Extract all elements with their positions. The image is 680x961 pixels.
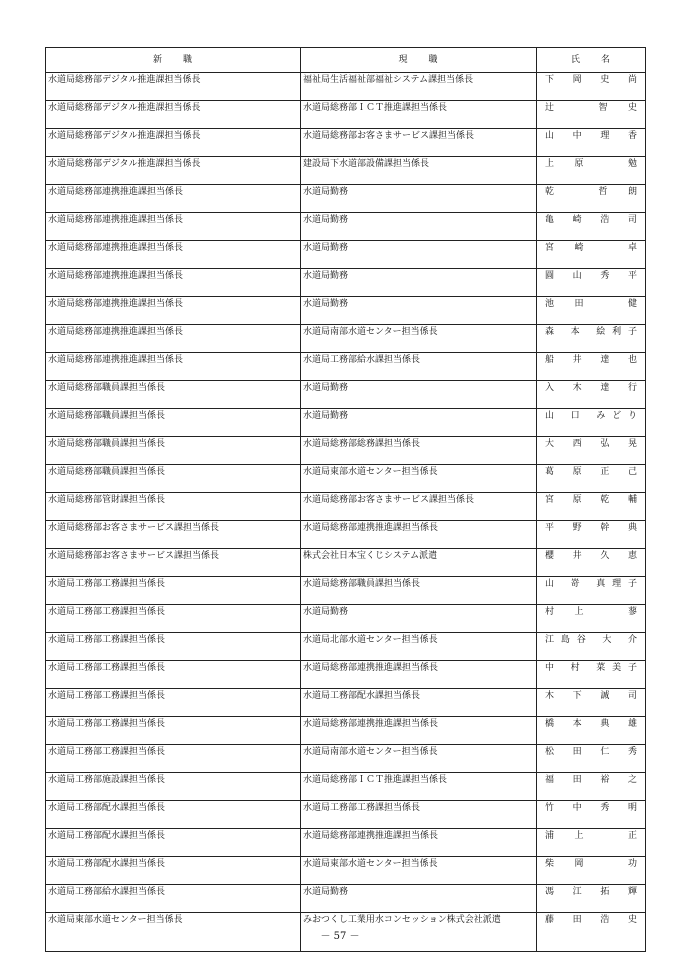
table-row <box>46 689 646 717</box>
table-row <box>46 493 646 521</box>
name-cell: 馮 江 拓 輝 <box>537 885 646 913</box>
name-cell: 竹 中 秀 明 <box>537 801 646 829</box>
current-post-cell: 水道局総務部連携推進課担当係長 <box>301 829 537 857</box>
name-cell: 藤 田 浩 史 <box>537 913 646 952</box>
table-row <box>46 829 646 857</box>
header-name: 氏 名 <box>537 48 646 73</box>
page-number: － 57 － <box>320 931 360 942</box>
new-post-cell: 水道局工務部施設課担当係長 <box>46 773 301 801</box>
table-row <box>46 521 646 549</box>
new-post-cell: 水道局工務部工務課担当係長 <box>46 577 301 605</box>
new-post-cell: 水道局工務部工務課担当係長 <box>46 689 301 717</box>
name-cell: 櫻 井 久 恵 <box>537 549 646 577</box>
current-post-cell: 水道局勤務 <box>301 185 537 213</box>
current-post-cell: 水道局勤務 <box>301 605 537 633</box>
name-cell: 下 岡 史 尚 <box>537 73 646 101</box>
new-post-cell: 水道局総務部デジタル推進課担当係長 <box>46 129 301 157</box>
new-post-cell: 水道局総務部デジタル推進課担当係長 <box>46 73 301 101</box>
current-post-cell: 水道局勤務 <box>301 381 537 409</box>
table-row <box>46 101 646 129</box>
current-post-cell: 水道局北部水道センター担当係長 <box>301 633 537 661</box>
name-cell: 森 本 絵利子 <box>537 325 646 353</box>
current-post-cell: 水道局勤務 <box>301 213 537 241</box>
current-post-cell: 株式会社日本宝くじシステム派遣 <box>301 549 537 577</box>
name-cell: 柴 岡 功 <box>537 857 646 885</box>
new-post-cell: 水道局総務部職員課担当係長 <box>46 381 301 409</box>
table-row <box>46 213 646 241</box>
new-post-cell: 水道局工務部工務課担当係長 <box>46 745 301 773</box>
new-post-cell: 水道局総務部連携推進課担当係長 <box>46 185 301 213</box>
table-body <box>46 73 646 952</box>
new-post-cell: 水道局工務部配水課担当係長 <box>46 829 301 857</box>
new-post-cell: 水道局総務部お客さまサービス課担当係長 <box>46 549 301 577</box>
table-row <box>46 381 646 409</box>
name-cell: 山 中 理 香 <box>537 129 646 157</box>
new-post-cell: 水道局総務部職員課担当係長 <box>46 437 301 465</box>
current-post-cell: 水道局総務部ＩＣＴ推進課担当係長 <box>301 773 537 801</box>
new-post-cell: 水道局工務部給水課担当係長 <box>46 885 301 913</box>
new-post-cell: 水道局総務部デジタル推進課担当係長 <box>46 101 301 129</box>
name-cell: 松 田 仁 秀 <box>537 745 646 773</box>
new-post-cell: 水道局総務部職員課担当係長 <box>46 409 301 437</box>
table-row <box>46 129 646 157</box>
new-post-cell: 水道局東部水道センター担当係長 <box>46 913 301 952</box>
name-cell: 圓 山 秀 平 <box>537 269 646 297</box>
current-post-cell: 水道局勤務 <box>301 241 537 269</box>
name-cell: 山 口 みどり <box>537 409 646 437</box>
name-cell: 江島谷 大 介 <box>537 633 646 661</box>
current-post-cell: 水道局総務部お客さまサービス課担当係長 <box>301 493 537 521</box>
name-cell: 葛 原 正 己 <box>537 465 646 493</box>
name-cell: 亀 崎 浩 司 <box>537 213 646 241</box>
new-post-cell: 水道局総務部お客さまサービス課担当係長 <box>46 521 301 549</box>
name-cell: 辻 智 史 <box>537 101 646 129</box>
name-cell: 浦 上 正 <box>537 829 646 857</box>
name-cell: 木 下 誠 司 <box>537 689 646 717</box>
name-cell: 山 嵜 真理子 <box>537 577 646 605</box>
current-post-cell: 水道局工務部配水課担当係長 <box>301 689 537 717</box>
new-post-cell: 水道局工務部配水課担当係長 <box>46 857 301 885</box>
current-post-cell: 水道局総務部職員課担当係長 <box>301 577 537 605</box>
current-post-cell: 福祉局生活福祉部福祉システム課担当係長 <box>301 73 537 101</box>
new-post-cell: 水道局工務部工務課担当係長 <box>46 605 301 633</box>
name-cell: 大 西 弘 晃 <box>537 437 646 465</box>
table-row <box>46 857 646 885</box>
new-post-cell: 水道局工務部工務課担当係長 <box>46 661 301 689</box>
table-row <box>46 157 646 185</box>
table-row <box>46 465 646 493</box>
current-post-cell: 水道局総務部連携推進課担当係長 <box>301 661 537 689</box>
table-row <box>46 409 646 437</box>
header-row <box>46 48 646 73</box>
header-current-post: 現 職 <box>301 48 537 73</box>
current-post-cell: 水道局総務部連携推進課担当係長 <box>301 717 537 745</box>
new-post-cell: 水道局工務部工務課担当係長 <box>46 717 301 745</box>
table-row <box>46 325 646 353</box>
name-cell: 村 上 蓼 <box>537 605 646 633</box>
table-row <box>46 661 646 689</box>
new-post-cell: 水道局総務部連携推進課担当係長 <box>46 241 301 269</box>
new-post-cell: 水道局工務部配水課担当係長 <box>46 801 301 829</box>
current-post-cell: 水道局勤務 <box>301 409 537 437</box>
current-post-cell: 水道局総務部総務課担当係長 <box>301 437 537 465</box>
name-cell: 福 田 裕 之 <box>537 773 646 801</box>
current-post-cell: みおつくし工業用水コンセッション株式会社派遣 <box>301 913 537 952</box>
name-cell: 上 原 勉 <box>537 157 646 185</box>
current-post-cell: 水道局東部水道センター担当係長 <box>301 857 537 885</box>
new-post-cell: 水道局工務部工務課担当係長 <box>46 633 301 661</box>
current-post-cell: 水道局勤務 <box>301 269 537 297</box>
new-post-cell: 水道局総務部連携推進課担当係長 <box>46 325 301 353</box>
table-row <box>46 549 646 577</box>
current-post-cell: 水道局総務部連携推進課担当係長 <box>301 521 537 549</box>
new-post-cell: 水道局総務部職員課担当係長 <box>46 465 301 493</box>
header-new-post: 新 職 <box>46 48 301 73</box>
name-cell: 入 木 達 行 <box>537 381 646 409</box>
table-row <box>46 717 646 745</box>
current-post-cell: 水道局工務部工務課担当係長 <box>301 801 537 829</box>
new-post-cell: 水道局総務部連携推進課担当係長 <box>46 213 301 241</box>
table-row <box>46 185 646 213</box>
table-row <box>46 773 646 801</box>
new-post-cell: 水道局総務部連携推進課担当係長 <box>46 269 301 297</box>
current-post-cell: 水道局東部水道センター担当係長 <box>301 465 537 493</box>
table-row <box>46 269 646 297</box>
current-post-cell: 水道局南部水道センター担当係長 <box>301 325 537 353</box>
table-row <box>46 885 646 913</box>
name-cell: 中 村 菜美子 <box>537 661 646 689</box>
name-cell: 平 野 幹 典 <box>537 521 646 549</box>
name-cell: 乾 哲 朗 <box>537 185 646 213</box>
table-row <box>46 745 646 773</box>
new-post-cell: 水道局総務部連携推進課担当係長 <box>46 297 301 325</box>
name-cell: 船 井 達 也 <box>537 353 646 381</box>
table-row <box>46 73 646 101</box>
table-row <box>46 801 646 829</box>
table-row <box>46 577 646 605</box>
new-post-cell: 水道局総務部連携推進課担当係長 <box>46 353 301 381</box>
table-row <box>46 633 646 661</box>
table-row <box>46 241 646 269</box>
table-row <box>46 437 646 465</box>
current-post-cell: 水道局工務部給水課担当係長 <box>301 353 537 381</box>
table-row <box>46 353 646 381</box>
current-post-cell: 水道局勤務 <box>301 885 537 913</box>
new-post-cell: 水道局総務部管財課担当係長 <box>46 493 301 521</box>
name-cell: 橋 本 典 雄 <box>537 717 646 745</box>
table-row <box>46 297 646 325</box>
current-post-cell: 建設局下水道部設備課担当係長 <box>301 157 537 185</box>
name-cell: 宮 原 乾 輔 <box>537 493 646 521</box>
name-cell: 池 田 健 <box>537 297 646 325</box>
new-post-cell: 水道局総務部デジタル推進課担当係長 <box>46 157 301 185</box>
current-post-cell: 水道局南部水道センター担当係長 <box>301 745 537 773</box>
table-row <box>46 605 646 633</box>
personnel-table <box>45 47 646 952</box>
current-post-cell: 水道局総務部お客さまサービス課担当係長 <box>301 129 537 157</box>
current-post-cell: 水道局総務部ＩＣＴ推進課担当係長 <box>301 101 537 129</box>
current-post-cell: 水道局勤務 <box>301 297 537 325</box>
name-cell: 宮 崎 卓 <box>537 241 646 269</box>
